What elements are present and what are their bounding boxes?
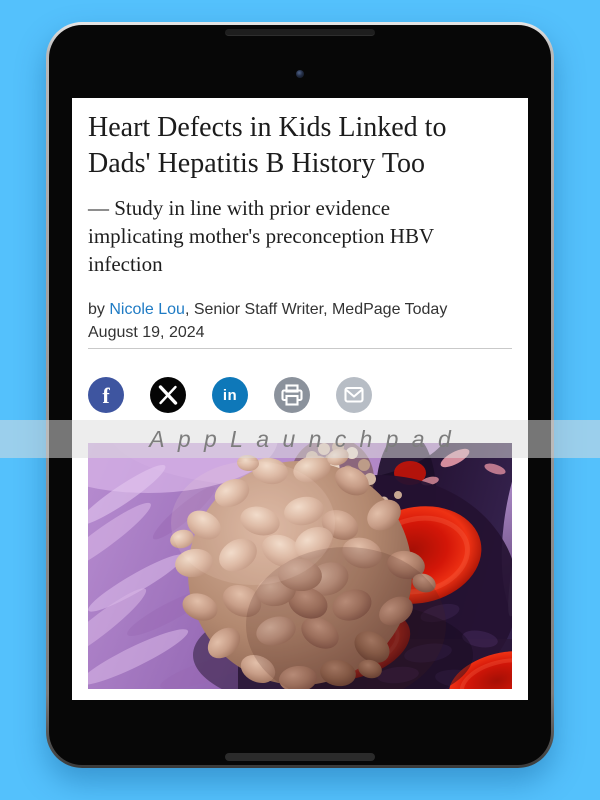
tablet-bottom-speaker-slot — [225, 753, 375, 761]
share-toolbar — [88, 377, 512, 413]
share-print-button[interactable] — [274, 377, 310, 413]
share-linkedin-button[interactable] — [212, 377, 248, 413]
tablet-bezel — [49, 25, 551, 765]
linkedin-icon: in — [222, 386, 238, 404]
byline-divider — [88, 348, 512, 349]
tablet-speaker-slot — [225, 29, 375, 36]
hero-image-illustration — [88, 443, 512, 689]
byline-suffix: , Senior Staff Writer, MedPage Today — [184, 301, 448, 318]
watermark-text: AppLaunchpad — [149, 425, 465, 452]
tablet-screen — [72, 98, 528, 700]
dek-line: — Study in line with prior evidence — [88, 196, 391, 220]
article-headline — [88, 110, 512, 182]
share-facebook-button[interactable] — [88, 377, 124, 413]
headline-line: Dads' Hepatitis B History Too — [88, 148, 425, 179]
tablet-frame — [46, 22, 554, 768]
envelope-icon — [336, 377, 372, 413]
hero-image — [88, 443, 512, 689]
share-x-button[interactable] — [150, 377, 186, 413]
tablet-front-camera-icon — [296, 70, 304, 78]
article-byline — [88, 298, 512, 321]
facebook-icon: f — [102, 383, 110, 408]
article-dek — [88, 194, 512, 278]
x-icon — [150, 377, 186, 413]
share-email-button[interactable] — [336, 377, 372, 413]
dek-line: infection — [88, 252, 163, 276]
dek-line: implicating mother's preconception HBV — [88, 224, 435, 248]
author-link[interactable]: Nicole Lou — [109, 301, 185, 318]
printer-icon — [274, 377, 310, 413]
article-date: August 19, 2024 — [88, 324, 205, 341]
headline-line: Heart Defects in Kids Linked to — [88, 112, 447, 143]
byline-prefix: by — [88, 301, 110, 318]
article — [72, 110, 528, 689]
